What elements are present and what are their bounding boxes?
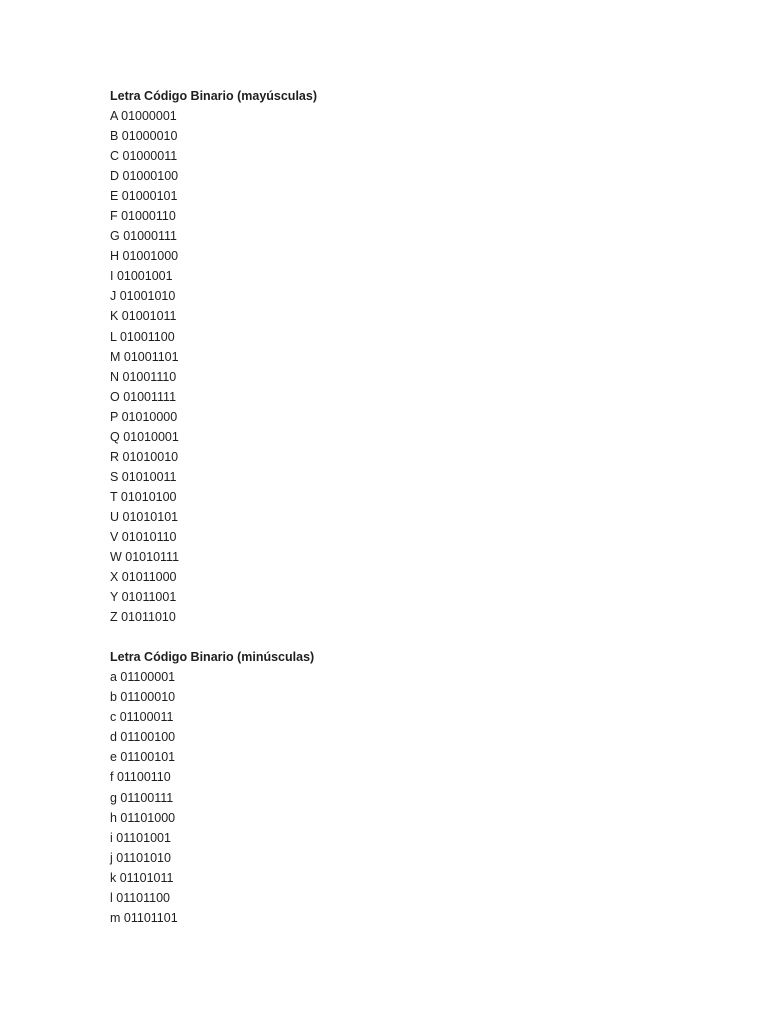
binary-code-row: V 01010110	[110, 529, 177, 544]
binary-code-row: D 01000100	[110, 169, 179, 184]
binary-code-row: k 01101011	[110, 870, 174, 885]
binary-code-row: W 01010111	[110, 550, 180, 565]
binary-code-row: Z 01011010	[110, 610, 176, 625]
binary-code-row: Y 01011001	[110, 590, 177, 605]
lowercase-list	[110, 667, 710, 928]
binary-code-row: f 01100110	[110, 770, 171, 785]
binary-code-row: X 01011000	[110, 570, 177, 585]
binary-code-row: l 01101100	[110, 890, 171, 905]
binary-code-row: K 01001011	[110, 309, 177, 324]
binary-code-row: F 01000110	[110, 209, 176, 224]
binary-code-row: i 01101001	[110, 830, 171, 845]
uppercase-list	[110, 106, 710, 627]
binary-code-row: E 01000101	[110, 189, 178, 204]
binary-code-row: c 01100011	[110, 710, 174, 725]
uppercase-heading: Letra Código Binario (mayúsculas)	[110, 89, 317, 103]
binary-code-row: B 01000010	[110, 129, 178, 144]
binary-code-row: H 01001000	[110, 249, 179, 264]
uppercase-section	[110, 86, 710, 627]
binary-code-row: N 01001110	[110, 369, 177, 384]
binary-code-row: d 01100100	[110, 730, 176, 745]
binary-code-row: e 01100101	[110, 750, 176, 765]
binary-code-row: I 01001001	[110, 269, 173, 284]
binary-code-row: h 01101000	[110, 810, 176, 825]
binary-code-row: b 01100010	[110, 690, 176, 705]
binary-code-row: O 01001111	[110, 389, 177, 404]
binary-code-row: a 01100001	[110, 670, 176, 685]
binary-code-row: S 01010011	[110, 469, 177, 484]
binary-code-row: R 01010010	[110, 449, 179, 464]
binary-code-row: J 01001010	[110, 289, 176, 304]
binary-code-row: L 01001100	[110, 329, 175, 344]
binary-code-row: j 01101010	[110, 850, 171, 865]
binary-code-row: U 01010101	[110, 509, 179, 524]
binary-code-row: A 01000001	[110, 109, 177, 123]
lowercase-heading: Letra Código Binario (minúsculas)	[110, 650, 315, 665]
document-page	[110, 86, 710, 928]
binary-code-row: C 01000011	[110, 149, 178, 164]
binary-code-row: T 01010100	[110, 489, 177, 504]
binary-code-row: Q 01010001	[110, 429, 179, 444]
binary-code-row: M 01001101	[110, 349, 179, 364]
binary-code-row: P 01010000	[110, 409, 178, 424]
binary-code-row: G 01000111	[110, 229, 177, 244]
binary-code-row: m 01101101	[110, 910, 178, 925]
binary-code-row: g 01100111	[110, 790, 174, 805]
lowercase-section	[110, 647, 710, 928]
